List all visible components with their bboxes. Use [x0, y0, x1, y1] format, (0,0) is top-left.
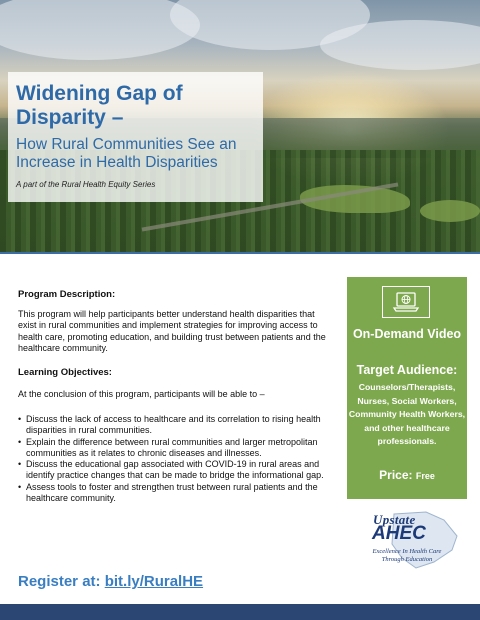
list-item: • Assess tools to foster and strengthen trust between rural patients and the healthcare community. — [18, 482, 330, 505]
logo-upstate-text: Upstate — [373, 512, 416, 527]
cloud — [320, 20, 480, 70]
cloud — [0, 0, 200, 60]
learning-objectives-list — [18, 414, 330, 504]
price-label: Price: — [379, 468, 413, 482]
program-description-text: This program will help participants better understand health disparities that exist in rural communities and implement strategies for improving access to health care, promoting education, and building trust between patients and the healthcare community. — [18, 309, 326, 353]
list-item: • Explain the difference between rural communities and larger metropolitan communities as it relates to chronic diseases and illnesses. — [18, 437, 330, 460]
program-description-heading: Program Description: — [18, 289, 116, 300]
list-item: • Discuss the educational gap associated with COVID-19 in rural areas and identify practice changes that can be made to bridge the informational gap. — [18, 459, 330, 482]
list-item: • Discuss the lack of access to healthcare and its correlation to rising health disparities in rural communities. — [18, 414, 330, 437]
format-label: On-Demand Video — [352, 327, 462, 341]
logo-tagline: Excellence In Health Care Through Education — [372, 548, 442, 563]
divider-line — [0, 252, 480, 254]
laptop-globe-icon — [392, 290, 420, 314]
series-label: A part of the Rural Health Equity Series — [16, 180, 156, 189]
learning-objectives-intro: At the conclusion of this program, participants will be able to – — [18, 389, 265, 399]
price-line — [347, 468, 467, 482]
register-label: Register at: — [18, 573, 101, 590]
logo-ahec-text: AHEC — [372, 523, 426, 544]
target-audience-text: Counselors/Therapists, Nurses, Social Workers, Community Health Workers, and other healthcare professionals. — [348, 382, 466, 447]
page-title: Widening Gap of Disparity – — [16, 82, 183, 129]
page-subtitle: How Rural Communities See an Increase in Health Disparities — [16, 136, 237, 171]
register-line — [18, 573, 203, 590]
target-audience-heading: Target Audience: — [356, 363, 458, 377]
price-value: Free — [415, 471, 435, 481]
field — [420, 200, 480, 222]
footer-bar — [0, 604, 480, 620]
register-link[interactable]: bit.ly/RuralHE — [104, 573, 204, 590]
learning-objectives-heading: Learning Objectives: — [18, 367, 112, 378]
